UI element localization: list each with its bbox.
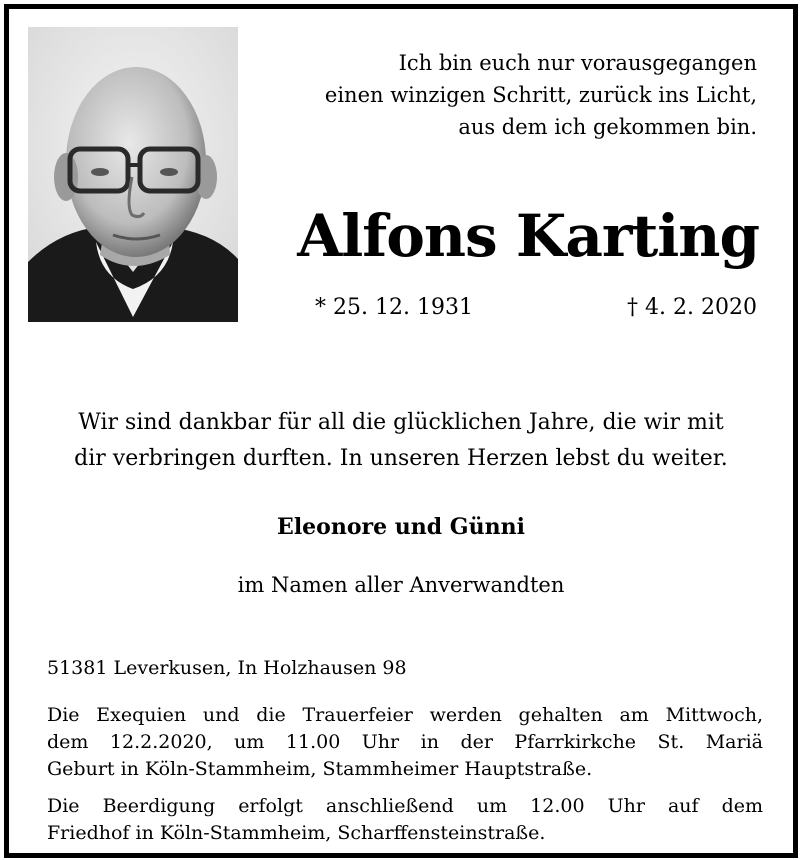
burial-info: [47, 793, 763, 847]
birth-date: * 25. 12. 1931: [315, 295, 473, 320]
poem-line: aus dem ich gekommen bin.: [458, 115, 757, 139]
deceased-name: Alfons Karting: [297, 202, 759, 270]
obituary-notice: [4, 4, 798, 858]
memorial-quote: [43, 405, 759, 477]
poem-line: Ich bin euch nur vorausgegangen: [398, 51, 757, 75]
funeral-line: Geburt in Köln-Stammheim, Stammheimer Hauptstraße.: [47, 758, 593, 780]
funeral-line: Die Exequien und die Trauerfeier werden gehalten am Mittwoch,: [47, 704, 763, 726]
death-date: † 4. 2. 2020: [627, 295, 757, 320]
poem: [297, 47, 757, 143]
signers: Eleonore und Günni: [277, 514, 525, 540]
portrait-photo: [28, 27, 238, 322]
funeral-line: dem 12.2.2020, um 11.00 Uhr in der Pfarrkirkche St. Mariä: [47, 731, 763, 753]
poem-line: einen winzigen Schritt, zurück ins Licht,: [324, 83, 757, 107]
quote-line: dir verbringen durften. In unseren Herzen lebst du weiter.: [74, 446, 728, 471]
burial-line: Friedhof in Köln-Stammheim, Scharffensteinstraße.: [47, 822, 546, 844]
on-behalf-of: im Namen aller Anverwandten: [237, 573, 565, 597]
burial-line: Die Beerdigung erfolgt anschließend um 12.00 Uhr auf dem: [47, 795, 763, 817]
quote-line: Wir sind dankbar für all die glücklichen Jahre, die wir mit: [78, 410, 724, 435]
funeral-service-info: [47, 702, 763, 783]
mourning-address: 51381 Leverkusen, In Holzhausen 98: [47, 657, 407, 679]
